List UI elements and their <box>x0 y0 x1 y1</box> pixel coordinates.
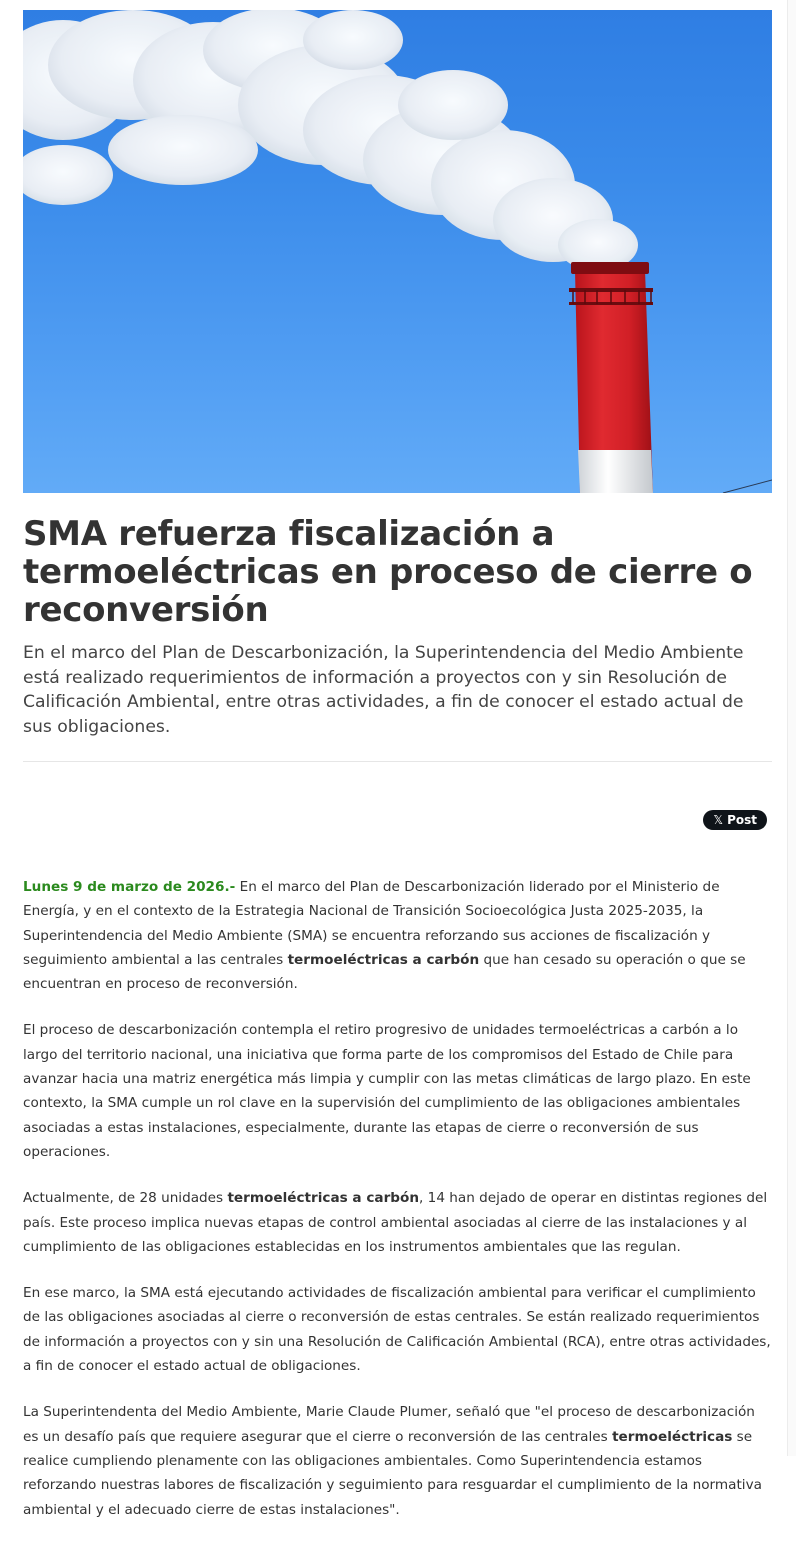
body-paragraph-2: El proceso de descarbonización contempla el retiro progresivo de unidades termoeléctricas a carbón a lo largo del territorio nacional, una iniciativa que forma parte de los compromisos del Estado de Chile para avanzar hacia una matriz energética más limpia y cumplir con las metas climáticas de largo plazo. En este contexto, la SMA cumple un rol clave en la supervisión del cumplimiento de las obligaciones ambientales asociadas a estas instalaciones, especialmente, durante las etapas de cierre o reconversión de sus operaciones. <box>23 1022 751 1160</box>
body-paragraph-4: En ese marco, la SMA está ejecutando actividades de fiscalización ambiental para verificar el cumplimiento de las obligaciones asociadas al cierre o reconversión de estas centrales. Se están realizado requerimientos de información a proyectos con y sin una Resolución de Calificación Ambiental (RCA), entre otras actividades, a fin de conocer el estado actual de obligaciones. <box>23 1285 771 1375</box>
article-lead: En el marco del Plan de Descarbonización, la Superintendencia del Medio Ambiente está realizado requerimientos de información a proyectos con y sin Resolución de Calificación Ambiental, entre otras actividades, a fin de conocer el estado actual de sus obligaciones. <box>23 643 744 737</box>
share-row <box>23 762 772 830</box>
paragraph-text: que han cesado su operación o que se encuentran en proceso de reconversión. <box>23 951 746 993</box>
article-date: Lunes 9 de marzo de 2026.- <box>23 879 236 895</box>
paragraph-text: se realice cumpliendo plenamente con las obligaciones ambientales. Como Superintendencia estamos reforzando nuestras labores de fiscalización y seguimiento para resguardar el cumplimiento de la normativa ambiental y el adecuado cierre de estas instalaciones". <box>23 1428 762 1518</box>
body-paragraph-5 <box>23 1400 772 1521</box>
article <box>23 10 772 1544</box>
bold-phrase: termoeléctricas a carbón <box>227 1190 420 1207</box>
x-post-button[interactable] <box>703 810 767 830</box>
paragraph-text: En el marco del Plan de Descarbonización liderado por el Ministerio de Energía, y en el contexto de la Estrategia Nacional de Transición Socioecológica Justa 2025-2035, la Superintendencia del Medio Ambiente (SMA) se encuentra reforzando sus acciones de fiscalización y seguimiento ambiental a las centrales <box>23 879 720 968</box>
chimney-smoke-illustration <box>23 10 772 493</box>
hero-image <box>23 10 772 493</box>
paragraph-text: , 14 han dejado de operar en distintas regiones del país. Este proceso implica nuevas etapas de control ambiental asociadas al cierre de las instalaciones y al cumplimiento de las obligaciones establecidas en los instrumentos ambientales que las regulan. <box>23 1190 768 1255</box>
article-body <box>23 875 772 1522</box>
x-logo-icon: 𝕏 <box>713 813 724 827</box>
paragraph-text: La Superintendenta del Medio Ambiente, Marie Claude Plumer, señaló que "el proceso de descarbonización es un desafío país que requiere asegurar que el cierre o reconversión de las centrales <box>23 1404 755 1445</box>
bold-phrase: termoeléctricas <box>612 1428 733 1445</box>
body-paragraph-1 <box>23 875 772 996</box>
bold-phrase: termoeléctricas a carbón <box>287 951 480 968</box>
body-paragraph-3 <box>23 1186 772 1259</box>
article-headline: SMA refuerza fiscalización a termoeléctricas en proceso de cierre o reconversión <box>23 514 753 630</box>
x-post-label: Post <box>727 813 757 827</box>
paragraph-text: Actualmente, de 28 unidades <box>23 1190 228 1207</box>
page-scrollbar[interactable] <box>787 0 796 1456</box>
